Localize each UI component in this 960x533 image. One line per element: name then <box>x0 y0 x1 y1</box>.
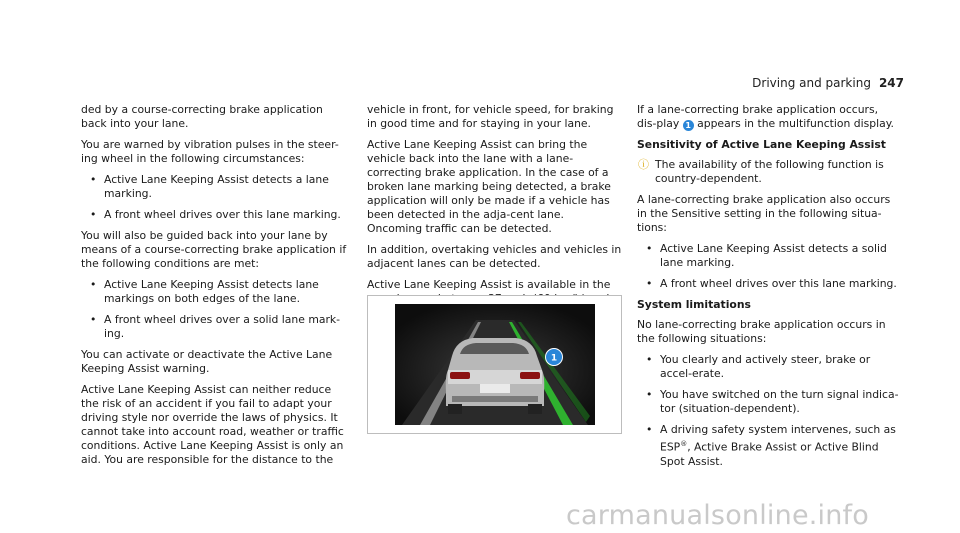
bullet-icon: • <box>646 388 653 401</box>
paragraph: In addition, overtaking vehicles and vehicles in adjacent lanes can be detected. <box>367 243 622 270</box>
paragraph: Active Lane Keeping Assist can bring the vehicle back into the lane with a lane-correcting brake application. In the case of a broken lane marking being detected, a brake application will only be made if a vehicle has been detected in the adja-cent lane. Oncoming traffic can be detected. <box>367 138 611 235</box>
page-number: 247 <box>878 76 904 90</box>
paragraph: You will also be guided back into your lane by means of a course-correcting brake application if the following conditions are met: <box>81 229 347 270</box>
note: ⓘ The availability of the following function is country-dependent. <box>638 158 884 185</box>
car-lane-illustration <box>368 296 621 433</box>
paragraph: ded by a course-correcting brake application back into your lane. <box>81 103 323 130</box>
info-icon: ⓘ <box>638 158 649 171</box>
bullet-icon: • <box>90 313 97 326</box>
bullet-icon: • <box>90 278 97 291</box>
bullet-icon: • <box>646 423 653 436</box>
lane-assist-display-figure <box>367 295 622 434</box>
section-title: Driving and parking <box>752 76 871 90</box>
list-item: • Active Lane Keeping Assist detects a solid lane marking. <box>646 242 887 269</box>
bullet-icon: • <box>646 353 653 366</box>
list-item: • You have switched on the turn signal indica-tor (situation-dependent). <box>646 388 899 415</box>
page-header <box>752 76 904 90</box>
display-callout-icon: 1 <box>683 120 694 131</box>
list-item: • A front wheel drives over a solid lane mark-ing. <box>90 313 341 340</box>
list-item: • Active Lane Keeping Assist detects a lane marking. <box>90 173 329 200</box>
paragraph: A lane-correcting brake application also occurs in the Sensitive setting in the following situa-tions: <box>637 193 891 234</box>
list-item: • A front wheel drives over this lane marking. <box>90 208 341 221</box>
car-rear-illustration <box>446 338 545 414</box>
section-heading: System limitations <box>637 298 751 311</box>
section-heading: Sensitivity of Active Lane Keeping Assist <box>637 138 886 151</box>
column-3 <box>637 103 899 476</box>
paragraph: vehicle in front, for vehicle speed, for braking in good time and for staying in your lane. <box>367 103 614 130</box>
paragraph: You can activate or deactivate the Active Lane Keeping Assist warning. <box>81 348 333 375</box>
bullet-icon: • <box>90 173 97 186</box>
paragraph: You are warned by vibration pulses in the steer-ing wheel in the following circumstances: <box>81 138 339 165</box>
watermark: carmanualsonline.info <box>566 500 869 531</box>
paragraph: No lane-correcting brake application occurs in the following situations: <box>637 318 886 345</box>
list-item: • Active Lane Keeping Assist detects lane markings on both edges of the lane. <box>90 278 319 305</box>
bullet-icon: • <box>646 242 653 255</box>
paragraph: Active Lane Keeping Assist can neither reduce the risk of an accident if you fail to adapt your driving style nor override the laws of physics. It cannot take into account road, weather or traffic conditions. Active Lane Keeping Assist is only an aid. You are responsible for the distance to the <box>81 383 344 466</box>
bullet-icon: • <box>646 277 653 290</box>
list-item: • A driving safety system intervenes, such as ESP®, Active Brake Assist or Active Blind Spot Assist. <box>646 423 896 468</box>
column-1 <box>81 103 351 474</box>
bullet-icon: • <box>90 208 97 221</box>
column-2 <box>367 103 622 327</box>
figure-callout-label: 1 <box>550 353 558 364</box>
paragraph: Active Lane Keeping Assist is available in the <box>367 278 611 291</box>
list-item: • You clearly and actively steer, brake or accel-erate. <box>646 353 871 380</box>
paragraph: If a lane-correcting brake application occurs, dis-play 1 appears in the multifunction display. <box>637 103 894 130</box>
list-item: • A front wheel drives over this lane marking. <box>646 277 897 290</box>
